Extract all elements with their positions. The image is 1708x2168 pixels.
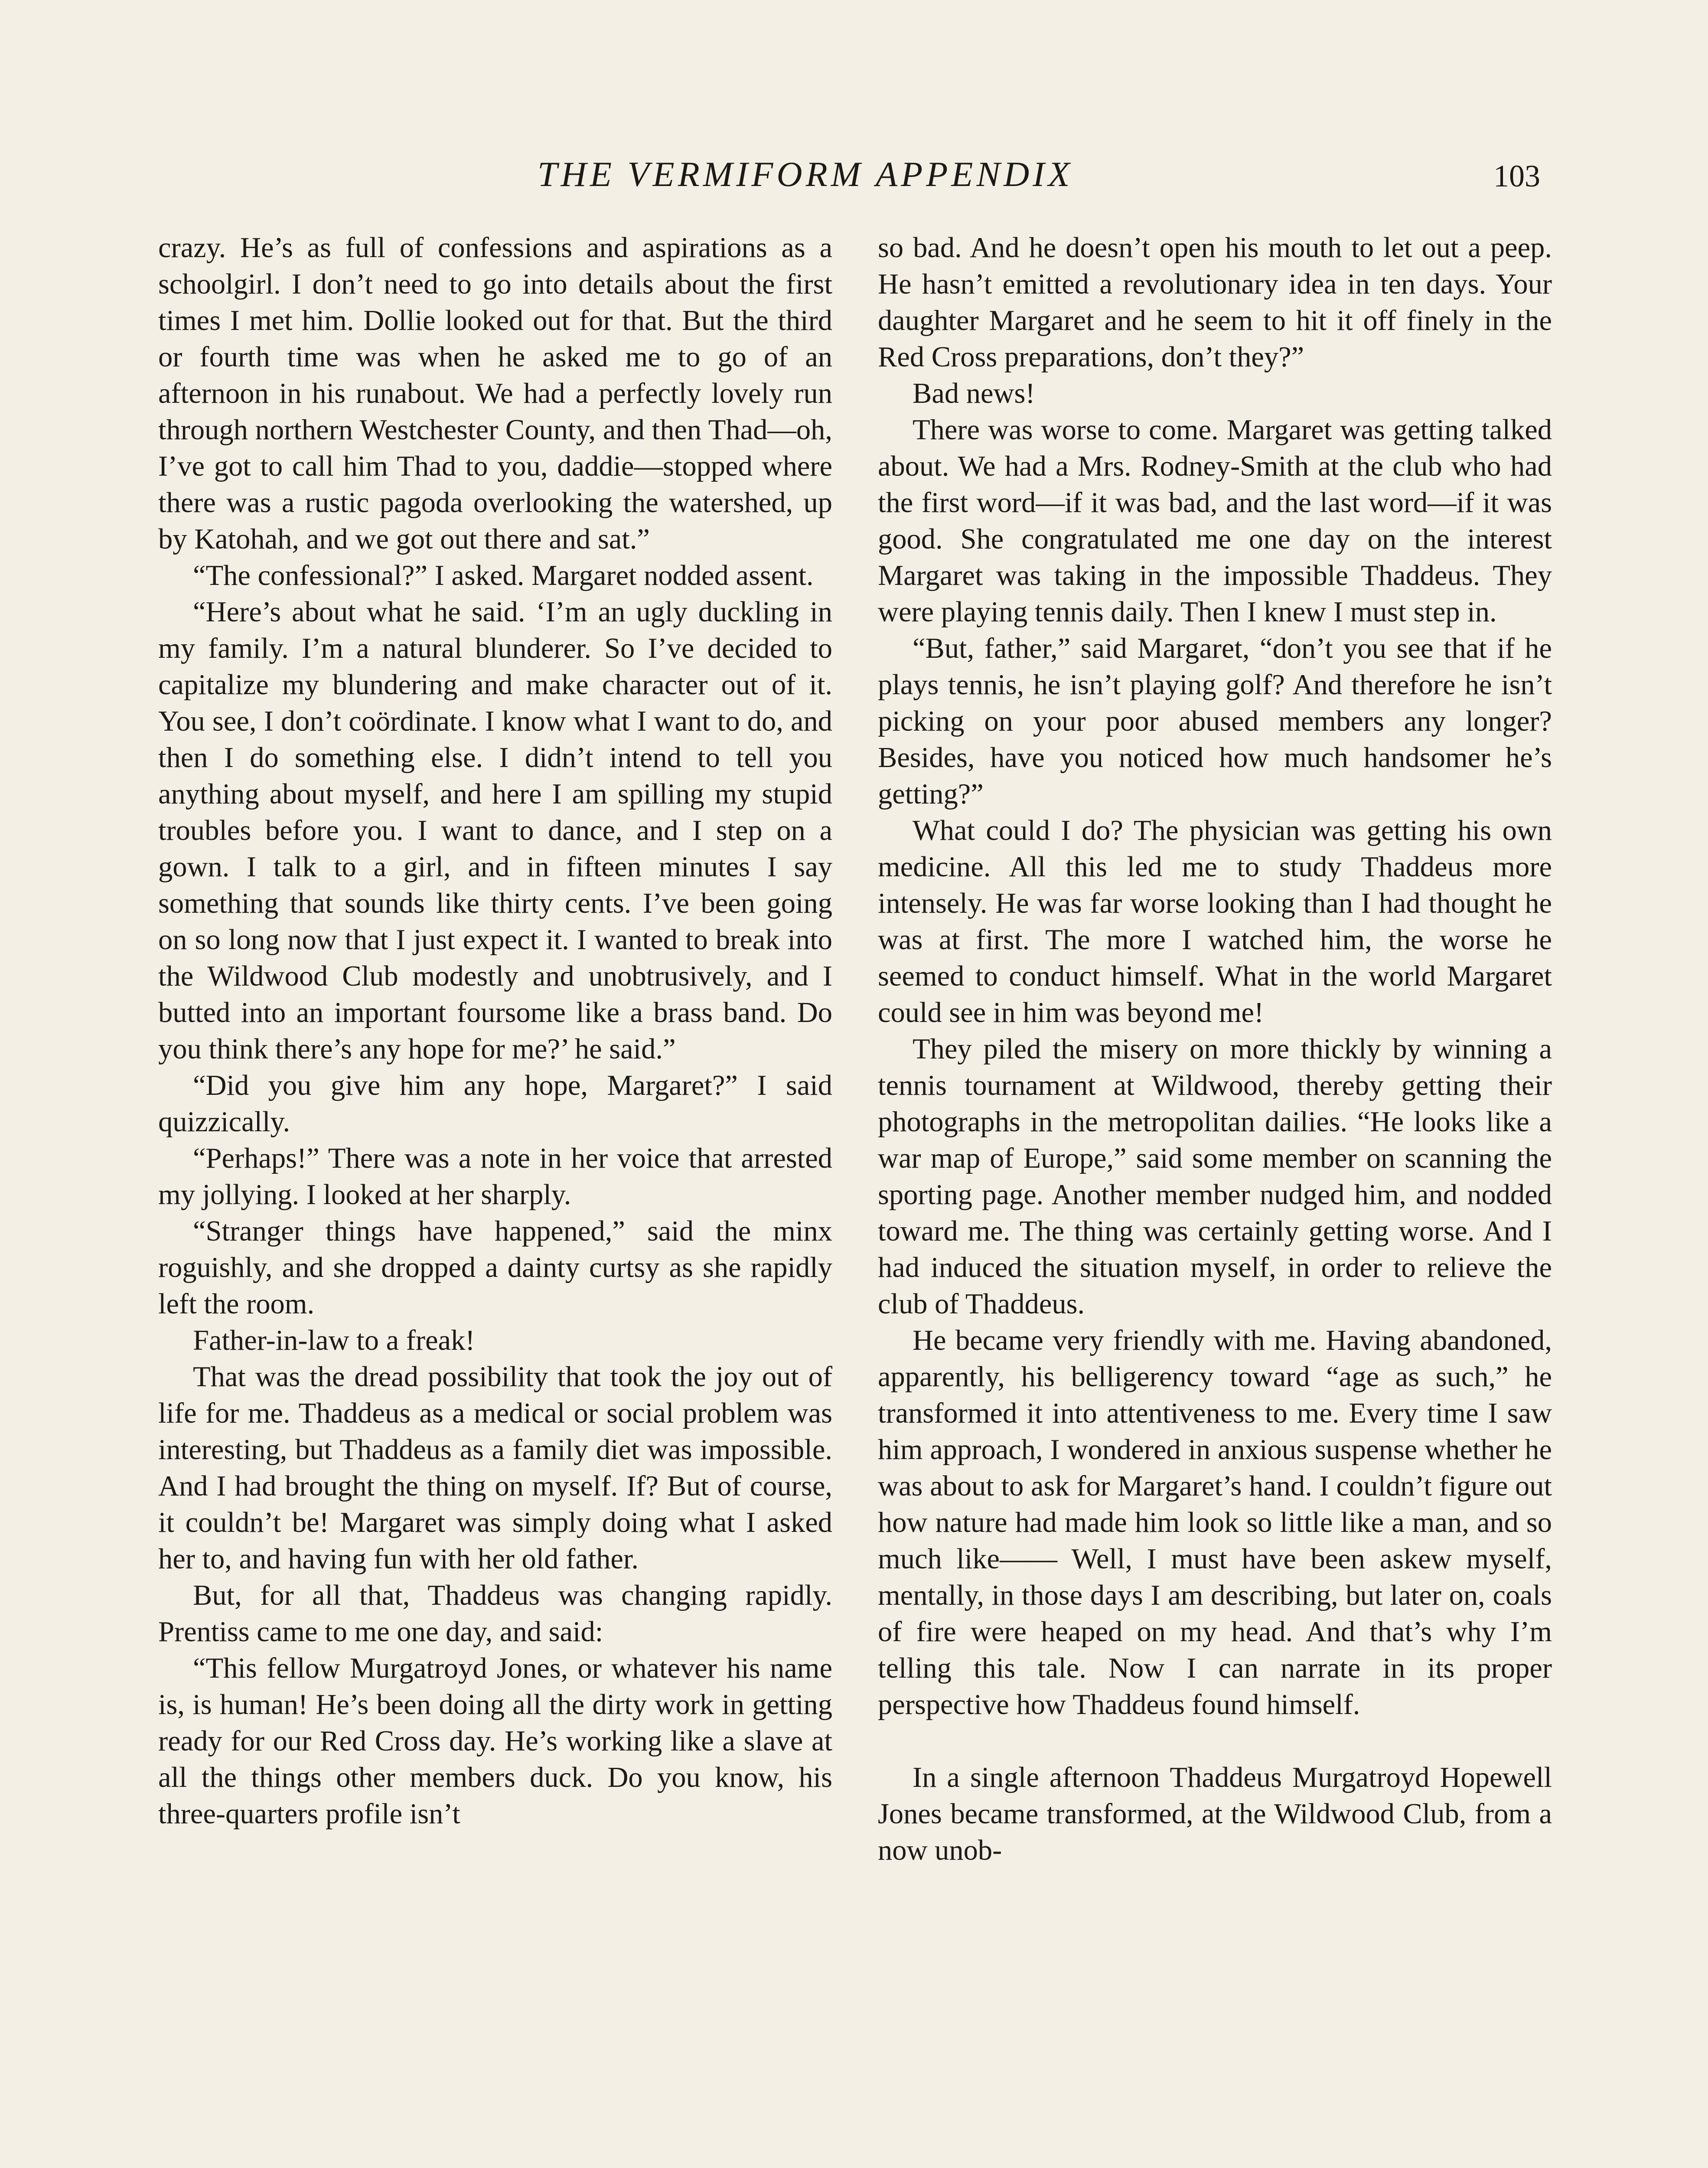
paragraph: “Perhaps!” There was a note in her voice that arrested my jollying. I looked at her sharply.	[158, 1143, 832, 1211]
paragraph: There was worse to come. Margaret was getting talked about. We had a Mrs. Rodney-Smith at the club who had the first word—if it was bad, and the last word—if it was good. She congratulated me one day on the interest Margaret was taking in the impossible Thaddeus. They were playing tennis daily. Then I knew I must step in.	[878, 414, 1552, 628]
paragraph: “The confessional?” I asked. Margaret nodded assent.	[193, 560, 814, 591]
right-column	[878, 230, 1552, 1869]
paragraph: “Did you give him any hope, Margaret?” I said quizzically.	[158, 1070, 832, 1138]
paragraph: “Stranger things have happened,” said the minx roguishly, and she dropped a dainty curtsy as she rapidly left the room.	[158, 1215, 832, 1320]
paragraph: He became very friendly with me. Having abandoned, apparently, his belligerency toward “age as such,” he transformed it into attentiveness to me. Every time I saw him approach, I wondered in anxious suspense whether he was about to ask for Margaret’s hand. I couldn’t figure out how nature had made him look so little like a man, and so much like—— Well, I must have been askew myself, mentally, in those days I am describing, but later on, coals of fire were heaped on my head. And that’s why I’m telling this tale. Now I can narrate in its proper perspective how Thaddeus found himself.	[878, 1325, 1552, 1721]
paragraph: That was the dread possibility that took the joy out of life for me. Thaddeus as a medical or social problem was interesting, but Thaddeus as a family diet was impossible. And I had brought the thing on myself. If? But of course, it couldn’t be! Margaret was simply doing what I asked her to, and having fun with her old father.	[158, 1361, 832, 1575]
paragraph: “This fellow Murgatroyd Jones, or whatever his name is, is human! He’s been doing all the dirty work in getting ready for our Red Cross day. He’s working like a slave at all the things other members duck. Do you know, his three-quarters profile isn’t	[158, 1652, 832, 1830]
paragraph: so bad. And he doesn’t open his mouth to let out a peep. He hasn’t emitted a revolutionary idea in ten days. Your daughter Margaret and he seem to hit it off finely in the Red Cross preparations, don’t they?”	[878, 232, 1552, 373]
running-head: THE VERMIFORM APPENDIX	[538, 154, 1073, 194]
paragraph: crazy. He’s as full of confessions and aspirations as a schoolgirl. I don’t need to go into details about the first times I met him. Dollie looked out for that. But the third or fourth time was when he asked me to go of an afternoon in his runabout. We had a perfectly lovely run through northern Westchester County, and then Thad—oh, I’ve got to call him Thad to you, daddie—stopped where there was a rustic pagoda overlooking the watershed, up by Katohah, and we got out there and sat.”	[158, 232, 832, 555]
paragraph: Father-in-law to a freak!	[193, 1325, 475, 1356]
page-number: 103	[1493, 159, 1540, 193]
paragraph: They piled the misery on more thickly by winning a tennis tournament at Wildwood, thereby getting their photographs in the metropolitan dailies. “He looks like a war map of Europe,” said some member on scanning the sporting page. Another member nudged him, and nodded toward me. The thing was certainly getting worse. And I had induced the situation myself, in order to relieve the club of Thaddeus.	[878, 1033, 1552, 1320]
paragraph: In a single afternoon Thaddeus Murgatroyd Hopewell Jones became transformed, at the Wildwood Club, from a now unob-	[878, 1762, 1552, 1866]
paragraph: What could I do? The physician was getting his own medicine. All this led me to study Thaddeus more intensely. He was far worse looking than I had thought he was at first. The more I watched him, the worse he seemed to conduct himself. What in the world Margaret could see in him was beyond me!	[878, 815, 1552, 1028]
paragraph: “Here’s about what he said. ‘I’m an ugly duckling in my family. I’m a natural blunderer. So I’ve decided to capitalize my blundering and make character out of it. You see, I don’t coördinate. I know what I want to do, and then I do something else. I didn’t intend to tell you anything about myself, and here I am spilling my stupid troubles before you. I want to dance, and I step on a gown. I talk to a girl, and in fifteen minutes I say something that sounds like thirty cents. I’ve been going on so long now that I just expect it. I wanted to break into the Wildwood Club modestly and unobtrusively, and I butted into an important foursome like a brass band. Do you think there’s any hope for me?’ he said.”	[158, 596, 832, 1065]
paragraph: But, for all that, Thaddeus was changing rapidly. Prentiss came to me one day, and said:	[158, 1580, 832, 1648]
paragraph: Bad news!	[913, 378, 1035, 409]
left-column	[158, 230, 832, 1832]
page-header	[0, 154, 1708, 215]
paragraph: “But, father,” said Margaret, “don’t you see that if he plays tennis, he isn’t playing golf? And therefore he isn’t picking on your poor abused members any longer? Besides, have you noticed how much handsomer he’s getting?”	[878, 633, 1552, 810]
